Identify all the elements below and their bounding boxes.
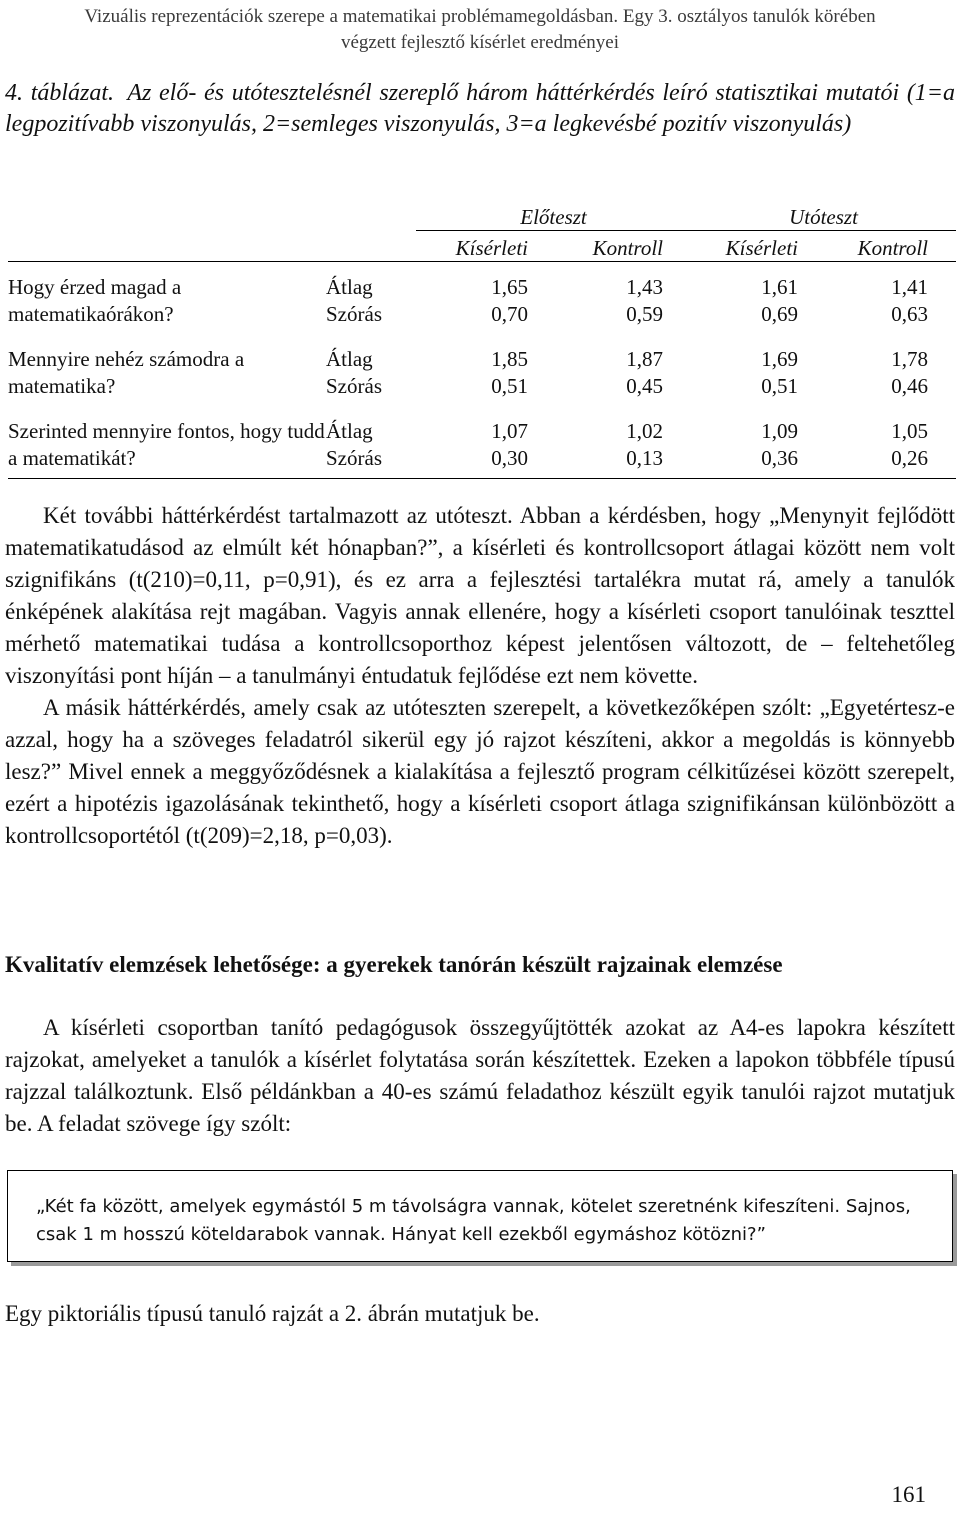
closing-sentence: Egy piktoriális típusú tanuló rajzát a 2. ábrán mutatjuk be. [5,1301,540,1326]
group-header-posttest: Utóteszt [789,205,858,229]
table-caption-text: Az elő- és utótesztelésnél szereplő három háttérkérdés leíró statisztikai mutatói (1=a legpozitívabb viszonyulás, 2=semleges viszonyulás, 3=a legkevésbé pozitív viszonyulás) [5,80,956,137]
table-row [8,406,956,445]
value-cell: 0,70 [491,302,528,326]
value-cell: 1,61 [761,275,798,299]
table-row [8,334,956,373]
running-header-line-2: végzett fejlesztő kísérlet eredményei [340,32,619,53]
value-cell: 0,26 [826,445,956,479]
paragraph-1: Két további háttérkérdést tartalmazott az utóteszt. Abban a kérdésben, hogy „Menynyit fejlődött matematikatudásod az elmúlt két hónapban?”, a kísérleti és kontrollcsoport átlagai között nem volt szignifikáns (t(210)=0,11, p=0,91), és ez arra a fejlesztési tartalékra mutat rá, amely a tanulók énképének alakítása rejt magában. Vagyis annak ellenére, hogy a kísérleti csoport tanulóinak teszttel mérhető matematikai tudása a kontrollcsoporthoz képest jelentősen változott, de – feltehetőleg viszonyítási pont híján – a tanulmányi éntudatuk fejlődése ezt nem követte. [5,503,955,688]
task-box [7,1170,953,1262]
sub-header-control-post: Kontroll [826,231,956,262]
value-cell: 0,13 [556,445,691,479]
stat-label: Szórás [326,374,382,398]
value-cell: 0,36 [691,445,826,479]
value-cell: 1,87 [626,347,663,371]
page-number: 161 [891,1482,926,1507]
value-cell: 1,65 [491,275,528,299]
running-header [0,4,960,56]
value-cell: 1,41 [891,275,928,299]
sub-header-control-pre: Kontroll [556,231,691,262]
value-cell: 0,51 [761,374,798,398]
table-sub-header-row [8,231,956,262]
table-caption [5,78,955,140]
question-cell: Mennyire nehéz számodra a matematika? [8,347,245,398]
value-cell: 0,30 [416,445,556,479]
value-cell: 0,63 [891,302,928,326]
stat-label: Szórás [326,302,382,326]
value-cell: 0,59 [626,302,663,326]
value-cell: 1,09 [761,419,798,443]
stat-label: Szórás [326,445,416,479]
value-cell: 1,07 [491,419,528,443]
sub-header-experimental-post: Kísérleti [691,231,826,262]
stat-label: Átlag [326,347,373,371]
question-cell: Hogy érzed magad a matematikaórákon? [8,275,182,326]
value-cell: 0,45 [626,374,663,398]
table-number: 4. táblázat. [5,80,115,106]
stat-label: Átlag [326,275,373,299]
statistics-table [8,200,956,479]
paragraph-3: A kísérleti csoportban tanító pedagógusok összegyűjtötték azokat az A4-es lapokra készített rajzokat, amelyeket a tanulók a kísérlet folytatása során készítettek. Ezeken a lapokon többféle típusú rajzzal találkoztunk. Első példánkban a 40-es számú feladathoz készült egyik tanulói rajzot mutatjuk be. A feladat szövege így szólt: [5,1015,955,1136]
sub-header-experimental-pre: Kísérleti [416,231,556,262]
body-text-2 [5,1012,955,1140]
question-cell: Szerinted mennyire fontos, hogy tudd a matematikát? [8,406,326,479]
group-header-pretest: Előteszt [520,205,587,229]
value-cell: 1,85 [491,347,528,371]
value-cell: 0,51 [491,374,528,398]
value-cell: 0,69 [761,302,798,326]
section-heading: Kvalitatív elemzések lehetősége: a gyerekek tanórán készült rajzainak elemzése [5,952,783,977]
value-cell: 0,46 [891,374,928,398]
task-text: „Két fa között, amelyek egymástól 5 m távolságra vannak, kötelet szeretnénk kifeszíteni. Sajnos, csak 1 m hosszú köteldarabok vannak. Hányat kell ezekből egymáshoz kötözni?” [36,1196,911,1245]
paragraph-2: A másik háttérkérdés, amely csak az utóteszten szerepelt, a következőképen szólt: „Egyetértesz-e azzal, hogy ha a szöveges feladatról sikerül egy jó rajzot készíteni, akkor a megoldás is könnyebb lesz?” Mivel ennek a meggyőződésnek a kialakítása a fejlesztő program célkitűzései között szerepelt, ezért a hipotézis igazolásának tekinthető, hogy a kísérleti csoport átlaga szignifikánsan különbözött a kontrollcsoportétól (t(209)=2,18, p=0,03). [5,695,955,848]
table-group-header-row [8,200,956,231]
value-cell: 1,43 [626,275,663,299]
value-cell: 1,02 [626,419,663,443]
body-text [5,500,955,852]
stat-label: Átlag [326,419,373,443]
value-cell: 1,05 [891,419,928,443]
running-header-line-1: Vizuális reprezentációk szerepe a matematikai problémamegoldásban. Egy 3. osztályos tanulók körében [84,6,876,27]
table-row [8,262,956,302]
value-cell: 1,69 [761,347,798,371]
value-cell: 1,78 [891,347,928,371]
